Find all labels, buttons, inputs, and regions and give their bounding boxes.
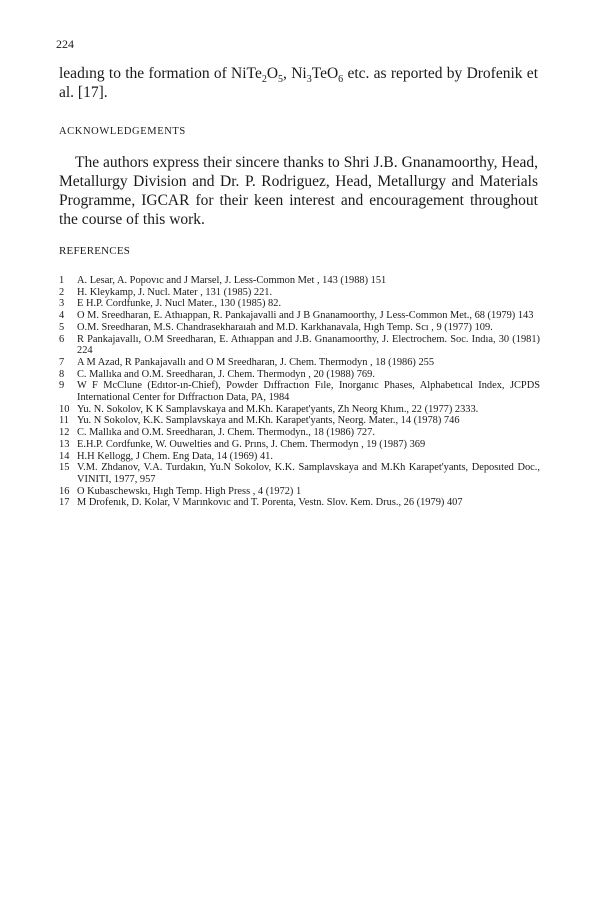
- reference-item: [59, 462, 540, 485]
- reference-item: [59, 369, 540, 381]
- reference-item: [59, 451, 540, 463]
- reference-item: [59, 298, 540, 310]
- intro-text-1: leadıng to the formation of NiTe: [59, 65, 262, 82]
- reference-text: H. Kleykamp, J. Nucl. Mater , 131 (1985) 221.: [77, 286, 273, 298]
- reference-text: O M. Sreedharan, E. Athıappan, R. Pankajavalli and J B Gnanamoorthy, J Less-Common Met., 68 (1979) 143: [77, 310, 534, 322]
- reference-number: 1: [59, 275, 65, 286]
- acknowledgements-body: The authors express their sincere thanks to Shri J.B. Gnanamoorthy, Head, Metallurgy Division and Dr. P. Rodriguez, Head, Metallurgy and Materials Programme, IGCAR for their keen interest and encouragement throughout the course of this work.: [59, 154, 538, 228]
- reference-text: Yu. N. Sokolov, K K Samplavskaya and M.Kh. Karapet'yants, Zh Neorg Khım., 22 (1977) 2333.: [77, 403, 479, 415]
- reference-text: H.H Kellogg, J Chem. Eng Data, 14 (1969) 41.: [77, 450, 273, 462]
- reference-number: 2: [59, 286, 65, 298]
- intro-paragraph: [59, 64, 538, 102]
- reference-number: 9: [59, 380, 65, 392]
- reference-number: 12: [59, 427, 70, 439]
- reference-number: 6: [59, 333, 65, 345]
- reference-item: [59, 415, 540, 427]
- reference-text: M Drofenık, D. Kolar, V Marınkovıc and T. Porenta, Vestn. Slov. Kem. Drus., 26 (1979) 407: [77, 497, 463, 509]
- reference-text: W F McClune (Edıtor-ın-Chief), Powder Dıffractıon Fıle, Inorganıc Phases, Alphabetıcal Index, JCPDS International Center for Dıffractıon Data, PA, 1984: [77, 380, 540, 404]
- reference-item: [59, 497, 540, 509]
- reference-number: 17: [59, 497, 70, 509]
- reference-text: E.H.P. Cordfunke, W. Ouwelties and G. Prıns, J. Chem. Thermodyn , 19 (1987) 369: [77, 438, 426, 450]
- subscript: 3: [306, 74, 312, 85]
- reference-text: R Pankajavallı, O.M Sreedharan, E. Athıappan and J.B. Gnanamoorthy, J. Electrochem. Soc. Indıa, 30 (1981) 224: [77, 333, 540, 357]
- reference-number: 4: [59, 310, 65, 322]
- reference-item: [59, 404, 540, 416]
- reference-text: C. Mallıka and O.M. Sreedharan, J. Chem. Thermodyn., 18 (1986) 727.: [77, 427, 375, 439]
- intro-text-4: TeO: [311, 65, 339, 82]
- reference-item: [59, 357, 540, 369]
- reference-item: [59, 427, 540, 439]
- reference-text: O Kubaschewskı, Hıgh Temp. High Press , 4 (1972) 1: [77, 485, 302, 497]
- reference-text: Yu. N Sokolov, K.K. Samplavskaya and M.Kh. Karapet'yants, Neorg. Mater., 14 (1978) 746: [77, 415, 460, 427]
- references-heading: REFERENCES: [59, 245, 131, 257]
- reference-text: C. Mallıka and O.M. Sreedharan, J. Chem. Thermodyn , 20 (1988) 769.: [77, 368, 375, 380]
- reference-item: [59, 275, 540, 287]
- reference-item: [59, 334, 540, 357]
- reference-item: [59, 380, 540, 403]
- reference-item: [59, 439, 540, 451]
- intro-text-3: , Ni: [283, 65, 307, 82]
- intro-text-5: etc. as reported by Drofenik et al. [17].: [59, 65, 538, 101]
- acknowledgements-heading: ACKNOWLEDGEMENTS: [59, 126, 186, 137]
- reference-number: 16: [59, 485, 70, 497]
- intro-text-2: O: [266, 65, 279, 82]
- reference-item: [59, 322, 540, 334]
- reference-number: 3: [59, 298, 65, 310]
- reference-list: [59, 275, 540, 509]
- reference-number: 14: [59, 450, 70, 462]
- subscript: 5: [278, 74, 284, 85]
- reference-number: 13: [59, 438, 70, 450]
- reference-item: [59, 287, 540, 299]
- reference-text: A. Lesar, A. Popovıc and J Marsel, J. Less-Common Met , 143 (1988) 151: [77, 275, 387, 286]
- reference-text: O.M. Sreedharan, M.S. Chandrasekharaıah and M.D. Karkhanavala, Hıgh Temp. Scı , 9 (1977) 109.: [77, 321, 493, 333]
- reference-text: E H.P. Cordfunke, J. Nucl Mater., 130 (1985) 82.: [77, 298, 282, 310]
- reference-number: 10: [59, 403, 70, 415]
- reference-item: [59, 486, 540, 498]
- reference-number: 11: [59, 415, 70, 427]
- reference-text: V.M. Zhdanov, V.A. Turdakın, Yu.N Sokolov, K.K. Samplavskaya and M.Kh Karapet'yants, Deposıted Doc., VINITI, 1977, 957: [77, 462, 540, 485]
- reference-number: 7: [59, 356, 65, 368]
- page-number: 224: [56, 37, 74, 51]
- reference-number: 5: [59, 321, 65, 333]
- reference-text: A M Azad, R Pankajavallı and O M Sreedharan, J. Chem. Thermodyn , 18 (1986) 255: [77, 356, 435, 368]
- subscript: 6: [338, 74, 344, 85]
- reference-item: [59, 310, 540, 322]
- reference-number: 15: [59, 462, 70, 474]
- reference-number: 8: [59, 368, 65, 380]
- subscript: 2: [261, 74, 267, 85]
